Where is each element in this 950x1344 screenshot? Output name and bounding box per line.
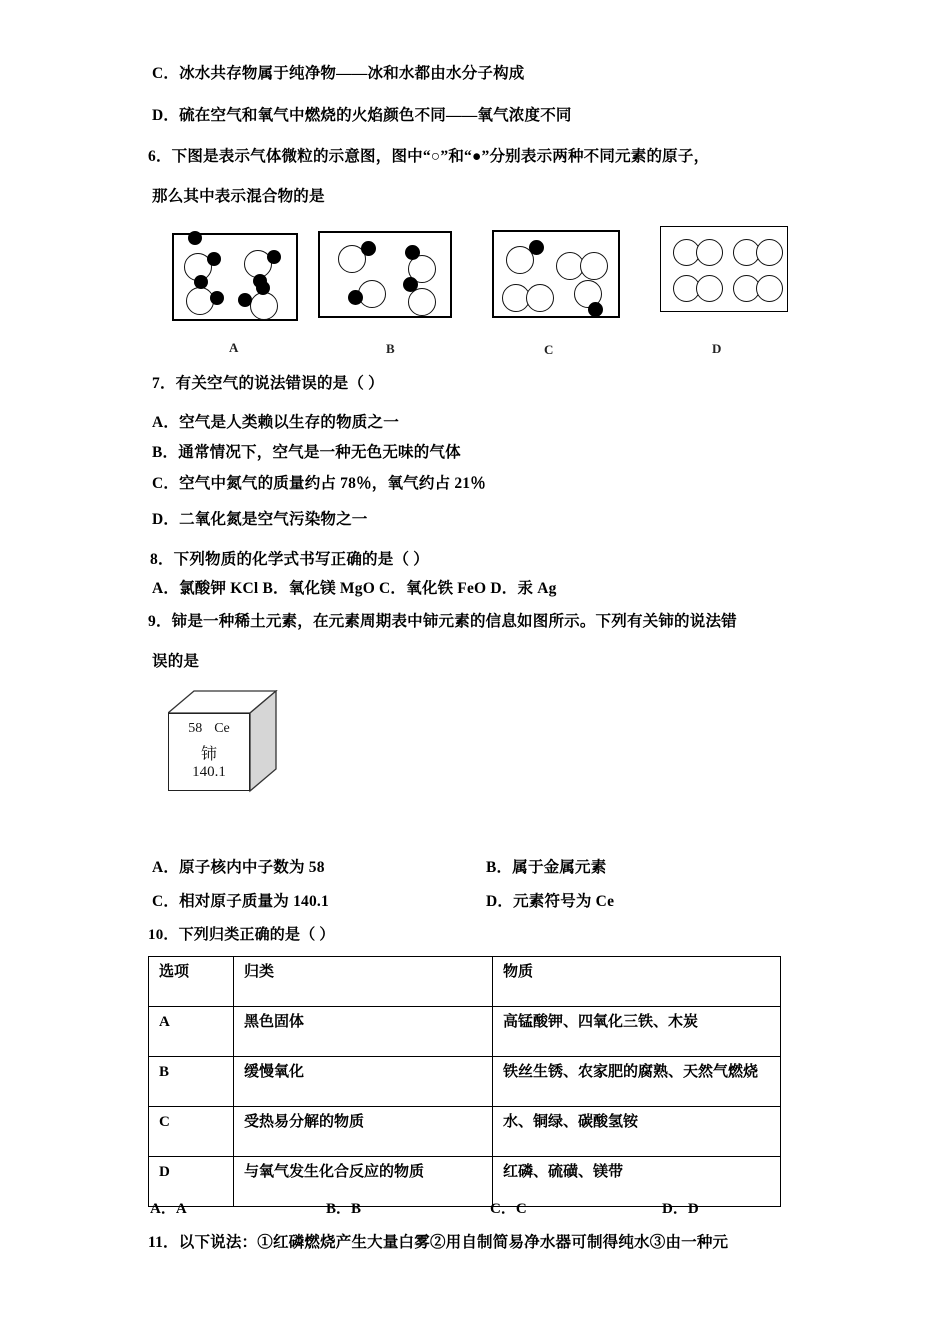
cube-element-symbol: Ce — [214, 721, 230, 736]
particle-box-c — [492, 230, 620, 318]
q10-answer-c: C．C — [490, 1201, 527, 1217]
particle-box-b-label: B — [386, 341, 396, 356]
q10-stem: 10．下列归类正确的是（ ） — [148, 927, 335, 943]
row-substance: 铁丝生锈、农家肥的腐熟、天然气燃烧 — [493, 1057, 781, 1107]
q7-option-c: C．空气中氮气的质量约占 78％，氧气约占 21％ — [152, 475, 486, 492]
table-row — [149, 1007, 781, 1057]
q5-option-d: D．硫在空气和氧气中燃烧的火焰颜色不同——氧气浓度不同 — [152, 107, 572, 124]
q9-option-a: A．原子核内中子数为 58 — [152, 859, 325, 876]
table-header-row — [149, 957, 781, 1007]
q7-option-d: D．二氧化氮是空气污染物之一 — [152, 511, 368, 528]
q9-stem-line1: 9．铈是一种稀土元素，在元素周期表中铈元素的信息如图所示。下列有关铈的说法错 — [148, 613, 737, 630]
q10-answer-b: B．B — [326, 1201, 362, 1217]
particle-box-a — [172, 233, 298, 321]
particle-box-d-label: D — [712, 341, 723, 356]
q11-stem: 11．以下说法：①红磷燃烧产生大量白雾②用自制简易净水器可制得纯水③由一种元 — [148, 1234, 729, 1251]
q9-element-cube-diagram — [168, 690, 286, 794]
q7-option-a: A．空气是人类赖以生存的物质之一 — [152, 414, 399, 431]
q9-option-b: B．属于金属元素 — [486, 859, 607, 876]
cube-atomic-mass: 140.1 — [192, 764, 226, 780]
q6-stem-line1: 6．下图是表示气体微粒的示意图，图中“○”和“●”分别表示两种不同元素的原子， — [148, 148, 710, 165]
cube-front-face — [168, 713, 250, 791]
q8-stem: 8．下列物质的化学式书写正确的是（ ） — [150, 551, 429, 568]
row-category: 黑色固体 — [234, 1007, 493, 1057]
row-substance: 高锰酸钾、四氧化三铁、木炭 — [493, 1007, 781, 1057]
q5-option-c: C．冰水共存物属于纯净物——冰和水都由水分子构成 — [152, 65, 525, 82]
cube-number-symbol-row — [169, 721, 249, 737]
cube-element-name: 铈 — [200, 746, 217, 763]
row-option: D — [149, 1157, 234, 1207]
row-substance: 红磷、硫磺、镁带 — [493, 1157, 781, 1207]
row-option: C — [149, 1107, 234, 1157]
q7-stem: 7．有关空气的说法错误的是（ ） — [152, 375, 384, 392]
row-category: 受热易分解的物质 — [234, 1107, 493, 1157]
row-option: B — [149, 1057, 234, 1107]
table-row — [149, 1107, 781, 1157]
q8-options: A．氯酸钾 KCl B．氧化镁 MgO C．氧化铁 FeO D．汞 Ag — [152, 580, 557, 597]
table-header-option: 选项 — [149, 957, 234, 1007]
table-header-substance: 物质 — [493, 957, 781, 1007]
row-category: 与氧气发生化合反应的物质 — [234, 1157, 493, 1207]
particle-box-c-label: C — [544, 342, 555, 357]
q9-option-c: C．相对原子质量为 140.1 — [152, 893, 329, 910]
q10-classification-table — [148, 956, 781, 1207]
q9-option-d: D．元素符号为 Ce — [486, 893, 615, 910]
particle-box-b — [318, 231, 452, 318]
q7-option-b: B．通常情况下，空气是一种无色无味的气体 — [152, 444, 461, 461]
table-header-category: 归类 — [234, 957, 493, 1007]
q10-answer-d: D．D — [662, 1201, 699, 1217]
row-substance: 水、铜绿、碳酸氢铵 — [493, 1107, 781, 1157]
q6-stem-line2: 那么其中表示混合物的是 — [152, 188, 325, 205]
q9-stem-line2: 误的是 — [152, 653, 200, 670]
table-row — [149, 1057, 781, 1107]
q10-answer-a: A．A — [150, 1201, 187, 1217]
particle-box-a-label: A — [229, 340, 240, 355]
cube-atomic-number: 58 — [188, 721, 203, 736]
row-option: A — [149, 1007, 234, 1057]
particle-box-d — [660, 226, 788, 312]
row-category: 缓慢氧化 — [234, 1057, 493, 1107]
